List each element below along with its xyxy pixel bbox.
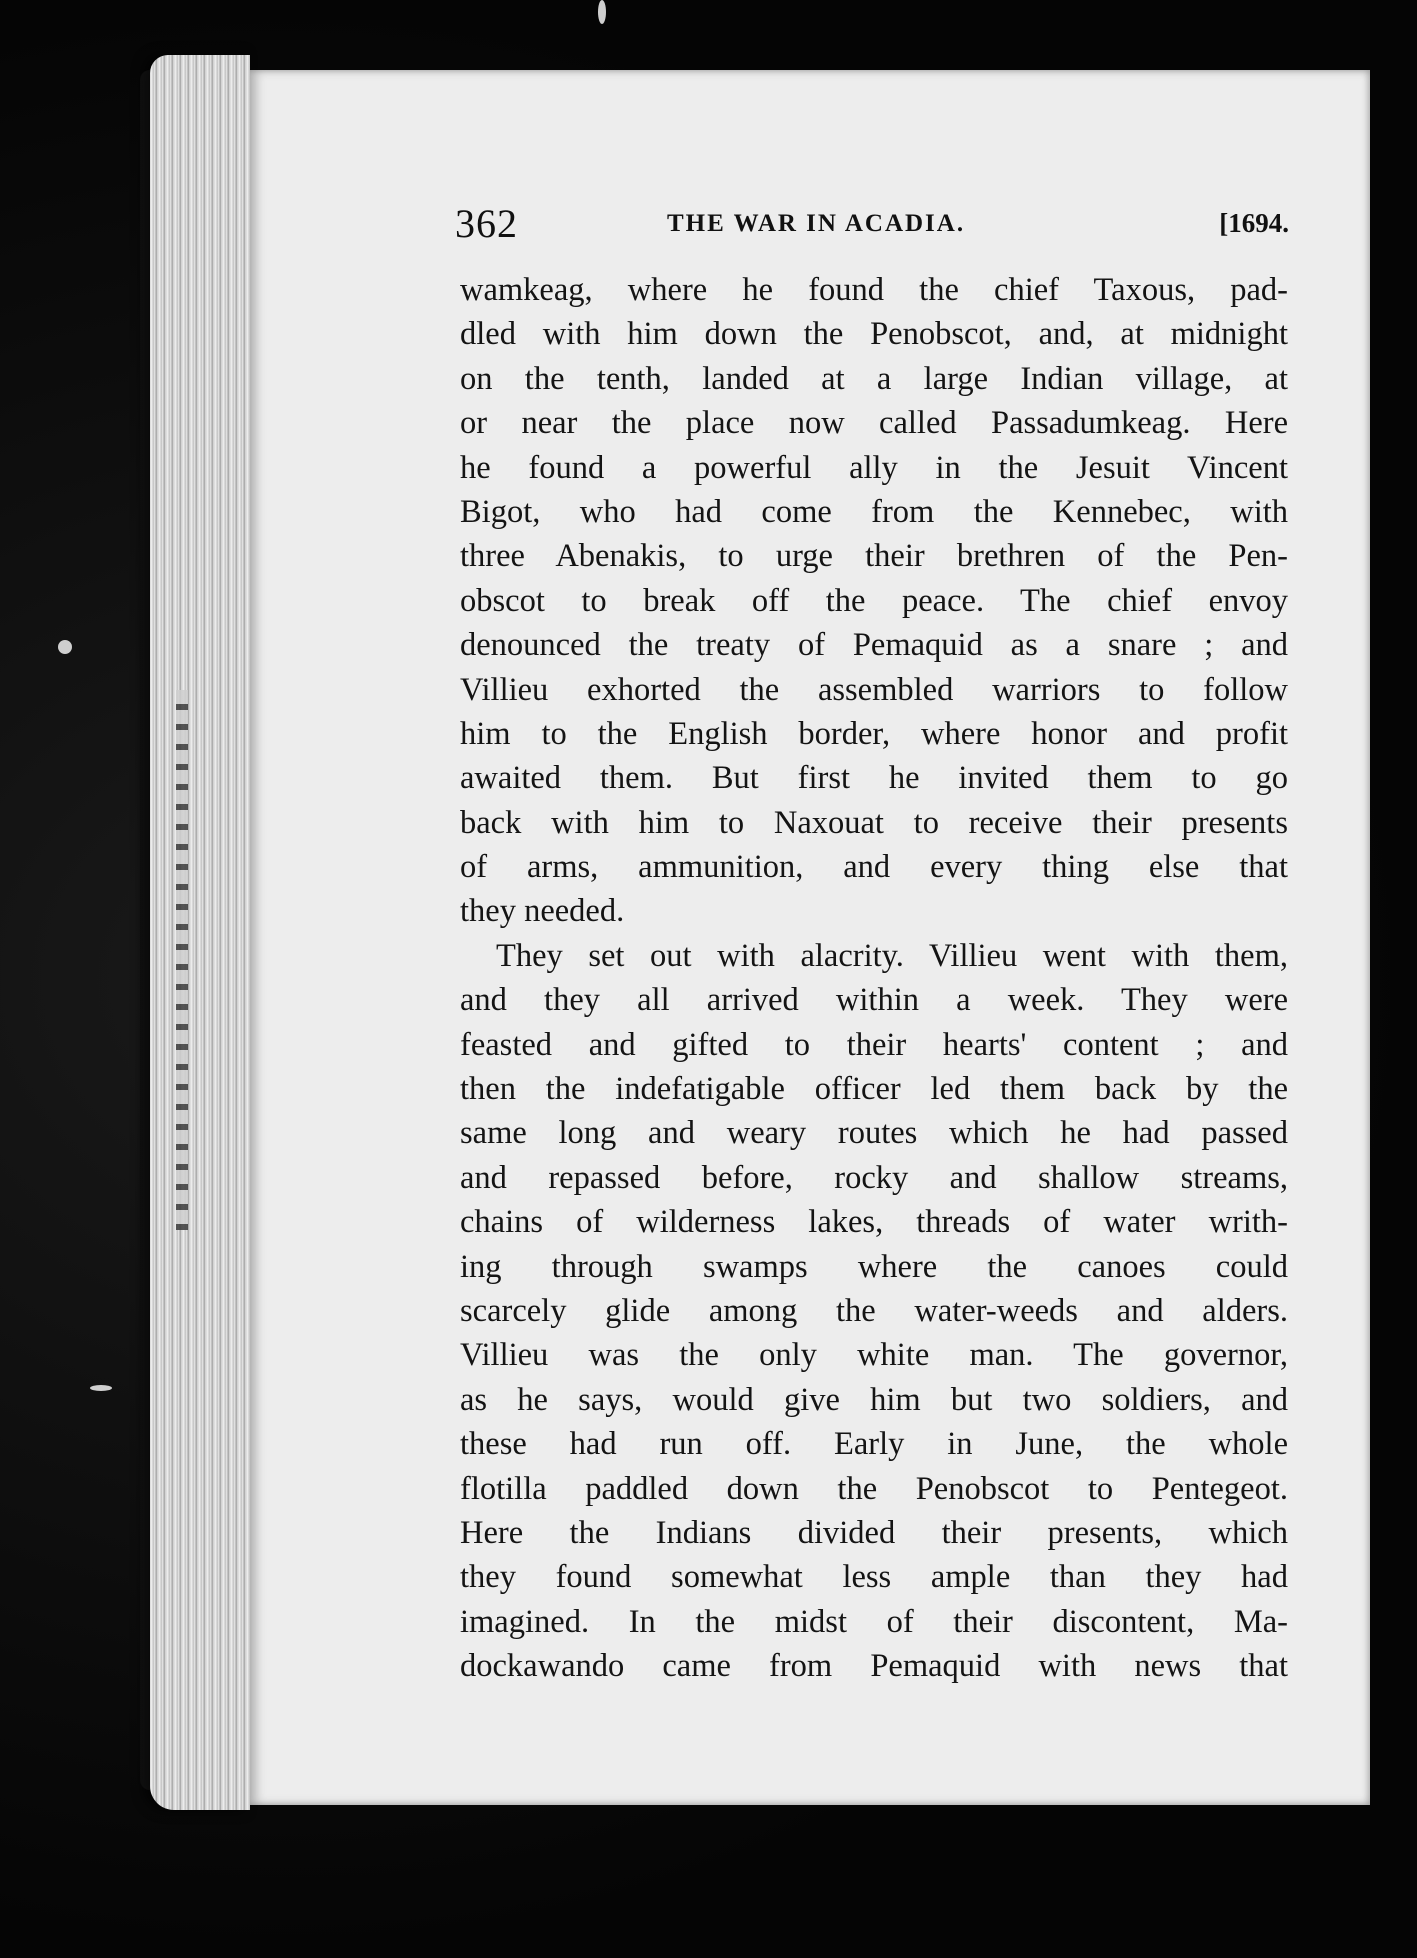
text-line: dled with him down the Penobscot, and, at midnight (460, 316, 1288, 353)
text-line: chains of wilderness lakes, threads of water writh- (460, 1204, 1288, 1241)
page-number: 362 (455, 201, 518, 246)
text-line: wamkeag, where he found the chief Taxous, pad- (460, 272, 1288, 308)
text-line: or near the place now called Passadumkeag. Here (460, 405, 1288, 442)
text-line: he found a powerful ally in the Jesuit Vincent (460, 449, 1288, 486)
text-line: they needed. (460, 893, 625, 930)
scan-speck (598, 0, 606, 24)
text-line: Bigot, who had come from the Kennebec, with (460, 493, 1288, 530)
text-line: on the tenth, landed at a large Indian village, at (460, 360, 1288, 397)
scan-speck (90, 1385, 112, 1391)
text-line: and they all arrived within a week. They were (460, 982, 1288, 1019)
scan-speck (58, 640, 72, 654)
book-page (250, 70, 1370, 1805)
text-line: and repassed before, rocky and shallow streams, (460, 1159, 1288, 1196)
text-line: ing through swamps where the canoes could (460, 1248, 1288, 1285)
text-line: back with him to Naxouat to receive their presents (460, 804, 1288, 841)
text-line: They set out with alacrity. Villieu went with them, (496, 937, 1288, 974)
text-line: same long and weary routes which he had passed (460, 1115, 1288, 1152)
text-line: feasted and gifted to their hearts' content ; and (460, 1026, 1288, 1063)
text-line: dockawando came from Pemaquid with news that (460, 1648, 1288, 1685)
text-line: flotilla paddled down the Penobscot to Pentegeot. (460, 1470, 1288, 1507)
text-line: scarcely glide among the water-weeds and alders. (460, 1292, 1288, 1329)
text-line: him to the English border, where honor and profit (460, 715, 1288, 752)
text-line: as he says, would give him but two soldiers, and (460, 1381, 1288, 1418)
running-title: THE WAR IN ACADIA. (667, 210, 966, 237)
body-text (460, 268, 1288, 1689)
text-line: imagined. In the midst of their discontent, Ma- (460, 1603, 1288, 1640)
text-line: then the indefatigable officer led them back by the (460, 1071, 1288, 1108)
spine-stamp (176, 690, 188, 1230)
text-line: awaited them. But first he invited them to go (460, 760, 1288, 797)
running-header (455, 200, 1289, 260)
text-line: obscot to break off the peace. The chief envoy (460, 582, 1288, 619)
year-marker: [1694. (1219, 208, 1289, 238)
text-line: Villieu was the only white man. The governor, (460, 1337, 1288, 1374)
text-line: of arms, ammunition, and every thing else that (460, 849, 1288, 886)
text-line: these had run off. Early in June, the whole (460, 1426, 1288, 1463)
text-line: three Abenakis, to urge their brethren of the Pen- (460, 538, 1288, 575)
text-line: Villieu exhorted the assembled warriors to follow (460, 671, 1288, 708)
text-line: Here the Indians divided their presents, which (460, 1514, 1288, 1551)
text-line: denounced the treaty of Pemaquid as a snare ; and (460, 627, 1288, 664)
page-edges (150, 55, 250, 1810)
text-line: they found somewhat less ample than they had (460, 1559, 1288, 1596)
